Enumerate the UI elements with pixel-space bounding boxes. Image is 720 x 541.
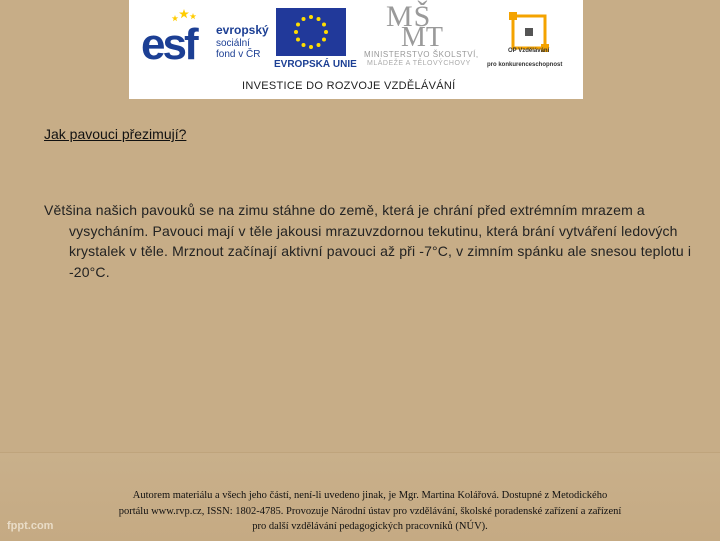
footer-line-3: pro další vzdělávání pedagogických pracovníků (NÚV). bbox=[252, 521, 488, 532]
esf-mark: esf bbox=[141, 20, 196, 69]
eu-flag-icon bbox=[276, 8, 346, 56]
eu-star bbox=[309, 45, 313, 49]
esf-logo bbox=[141, 9, 269, 71]
slide-paragraph: Většina našich pavouků se na zimu stáhne do země, která je chrání před extrémním mrazem a vysycháním. Pavouci mají v těle jakousi mrazuvzdornou tekutinu, která brání vytváření ledových krystalek v těle. Mrznout začínají aktivní pavouci až při -7°C, v zimním spánku ale snesou teplotu i -20°C. bbox=[44, 202, 692, 280]
eu-label: EVROPSKÁ UNIE bbox=[274, 59, 357, 70]
esf-text-2: sociální bbox=[216, 38, 250, 49]
eu-star bbox=[296, 38, 300, 42]
eu-star bbox=[309, 15, 313, 19]
op-text-1: OP Vzdělávání bbox=[508, 48, 550, 54]
op-logo-icon bbox=[509, 12, 549, 52]
eu-star bbox=[294, 30, 298, 34]
eu-star bbox=[296, 23, 300, 27]
eu-star bbox=[324, 30, 328, 34]
msmt-text-1: MINISTERSTVO ŠKOLSTVÍ, bbox=[364, 50, 479, 59]
msmt-text-2: MLÁDEŽE A TĚLOVÝCHOVY bbox=[367, 60, 471, 67]
esf-text-1: evropský bbox=[216, 23, 269, 37]
msmt-mark-top: MŠ bbox=[386, 0, 432, 33]
eu-star bbox=[317, 17, 321, 21]
footer-line-2: portálu www.rvp.cz, ISSN: 1802-4785. Provozuje Národní ústav pro vzdělávání, školské poradenské zařízení a zařízení bbox=[118, 505, 622, 517]
author-footer bbox=[70, 488, 670, 535]
op-text-2: pro konkurenceschopnost bbox=[487, 62, 563, 68]
msmt-mark-bottom: MT bbox=[401, 22, 443, 53]
eu-star bbox=[302, 17, 306, 21]
eu-star bbox=[322, 23, 326, 27]
footer-line-1: Autorem materiálu a všech jeho částí, není-li uvedeno jinak, je Mgr. Martina Kolářová. Dostupné z Metodického bbox=[132, 490, 608, 501]
eu-star bbox=[317, 43, 321, 47]
fppt-watermark: fppt.com bbox=[7, 520, 54, 532]
investment-tagline: INVESTICE DO ROZVOJE VZDĚLÁVÁNÍ bbox=[242, 80, 456, 92]
eu-star bbox=[302, 43, 306, 47]
slide-heading: Jak pavouci přezimují? bbox=[44, 126, 187, 142]
eu-star bbox=[322, 38, 326, 42]
esf-text-3: fond v ČR bbox=[216, 49, 261, 60]
logo-bar bbox=[129, 0, 583, 99]
